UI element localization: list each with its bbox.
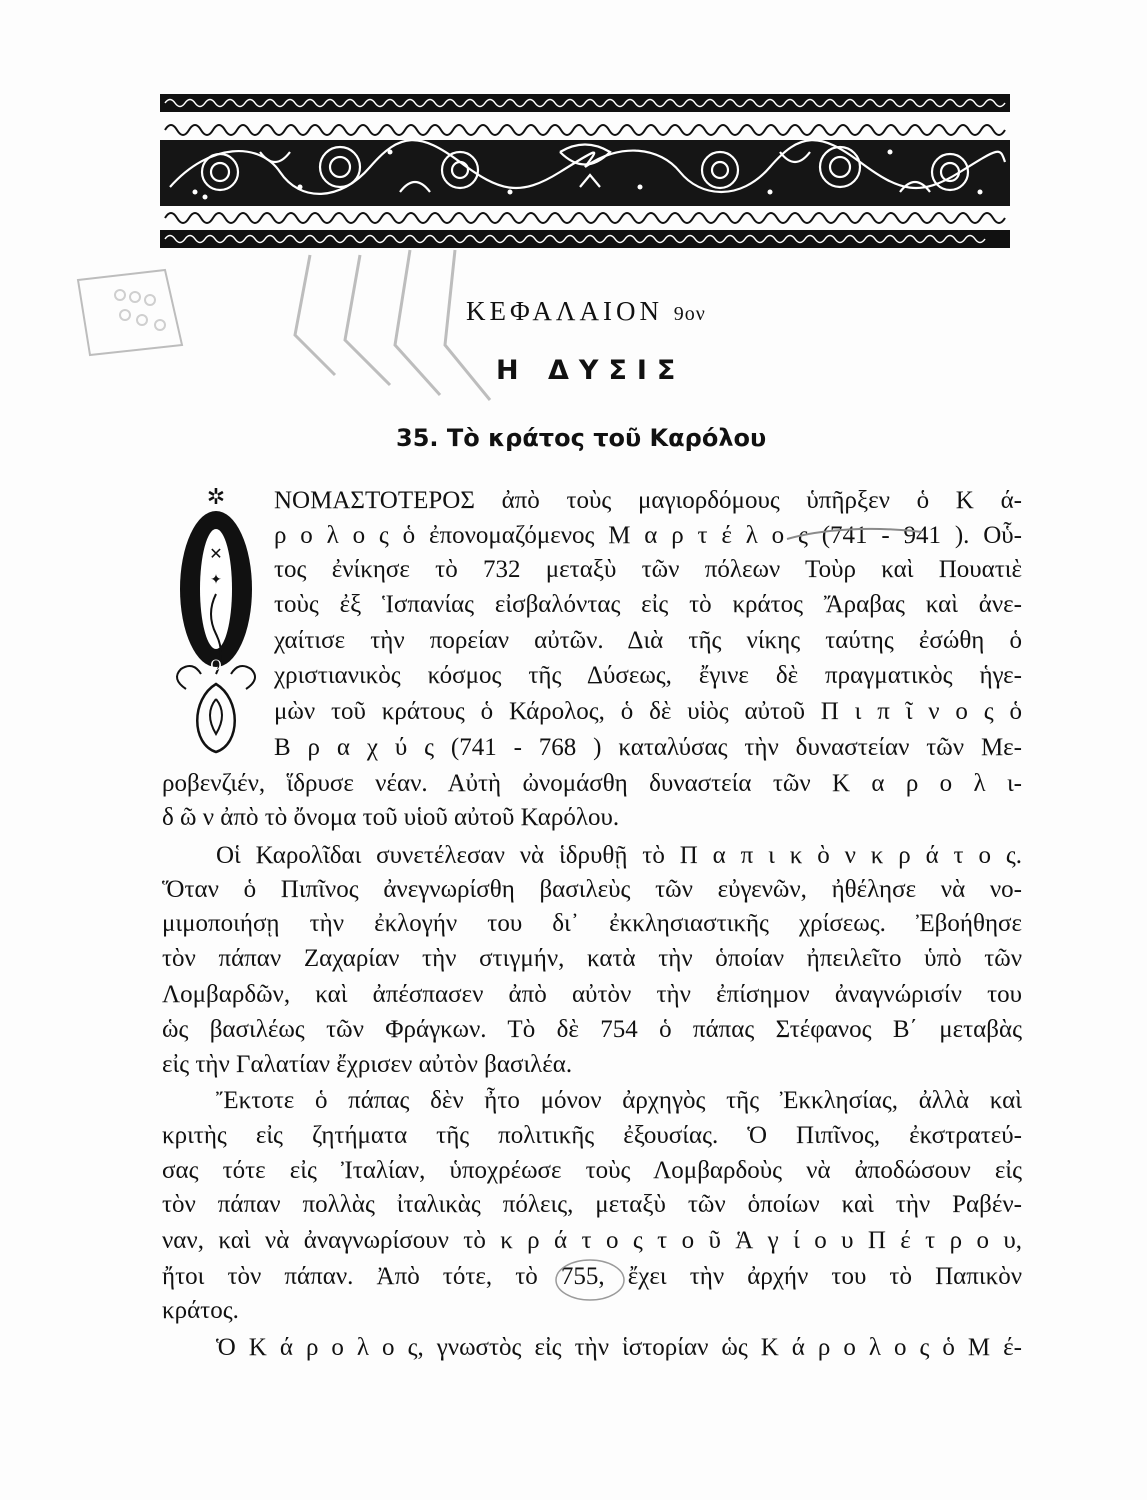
part-title: Η ΔΥΣΙΣ (496, 355, 686, 386)
pencil-sketch-marks (70, 245, 570, 435)
text-line-19: κριτὴς εἰς ζητήματα τῆς πολιτικῆς ἐξουσίας. Ὁ Πιπῖνος, ἐκστρατεύ- (162, 1122, 1022, 1149)
chapter-label: ΚΕΦΑΛΑΙΟΝ (466, 296, 663, 326)
text-line-18: Ἔκτοτε ὁ πάπας δὲν ἦτο μόνον ἀρχηγὸς τῆς Ἐκκλησίας, ἀλλὰ καὶ (216, 1087, 1022, 1114)
text-line-9: ροβενζιέν, ἵδρυσε νέαν. Αὐτὴ ὠνομάσθη δυναστεία τῶν Κ α ρ ο λ ι- (162, 770, 1022, 797)
text-line-1: ΝΟΜΑΣΤΟΤΕΡΟΣ ἀπὸ τοὺς μαγιορδόμους ὑπῆρξεν ὁ Κ ά- (274, 487, 1022, 514)
text-line-7: μὼν τοῦ κράτους ὁ Κάρολος, ὁ δὲ υἱὸς αὐτοῦ Π ι π ῖ ν ο ς ὁ (274, 698, 1022, 725)
text-line-13: μιμοποιήσῃ τὴν ἐκλογήν του δι᾿ ἐκκλησιαστικῆς χρίσεως. Ἐβοήθησε (162, 910, 1022, 937)
text-line-16: ὡς βασιλέως τῶν Φράγκων. Τὸ δὲ 754 ὁ πάπας Στέφανος Β΄ μεταβὰς (162, 1016, 1022, 1043)
text-line-6: χριστιανικὸς κόσμος τῆς Δύσεως, ἔγινε δὲ πραγματικὸς ἡγε- (274, 662, 1022, 689)
text-line-10: δ ῶ ν ἀπὸ τὸ ὄνομα τοῦ υἱοῦ αὐτοῦ Καρόλου. (162, 804, 620, 831)
text-line-11: Οἱ Καρολῖδαι συνετέλεσαν νὰ ἱδρυθῇ τὸ Π α π ι κ ὸ ν κ ρ ά τ ο ς. (216, 842, 1022, 869)
ornamental-drop-cap (166, 484, 266, 764)
svg-text:✲: ✲ (206, 485, 226, 510)
text-line-12: Ὅταν ὁ Πιπῖνος ἀνεγνωρίσθη βασιλεὺς τῶν εὐγενῶν, ἠθέλησε νὰ νο- (162, 876, 1022, 903)
svg-text:✦: ✦ (210, 572, 222, 588)
svg-text:✕: ✕ (209, 544, 223, 563)
text-line-14: τὸν πάπαν Ζαχαρίαν τὴν στιγμήν, κατὰ τὴν ὁποίαν ἠπειλεῖτο ὑπὸ τῶν (162, 945, 1022, 972)
text-line-24: κράτος. (162, 1297, 239, 1324)
text-line-4: τοὺς ἐξ Ἱσπανίας εἰσβαλόντας εἰς τὸ κράτος Ἄραβας καὶ ἀνε- (274, 591, 1022, 618)
text-line-20: σας τότε εἰς Ἰταλίαν, ὑποχρέωσε τοὺς Λομβαρδοὺς νὰ ἀποδώσουν εἰς (162, 1157, 1022, 1184)
text-line-15: Λομβαρδῶν, καὶ ἀπέσπασεν ἀπὸ αὐτὸν τὴν ἐπίσημον ἀναγνώρισίν του (162, 981, 1022, 1008)
chapter-ordinal: 9ον (673, 303, 706, 325)
drop-cap-letter: Ο (210, 658, 222, 674)
text-line-3: τος ἐνίκησε τὸ 732 μεταξὺ τῶν πόλεων Τοὺρ καὶ Πουατιὲ (274, 556, 1022, 583)
text-line-21: τὸν πάπαν πολλὰς ἰταλικὰς πόλεις, μεταξὺ τῶν ὁποίων καὶ τὴν Ραβέν- (162, 1191, 1022, 1218)
text-line-23: ἤτοι τὸν πάπαν. Ἀπὸ τότε, τὸ 755, ἔχει τὴν ἀρχήν του τὸ Παπικὸν (162, 1263, 1022, 1290)
text-line-8: Β ρ α χ ύ ς (741 - 768 ) καταλύσας τὴν δυναστείαν τῶν Με- (274, 734, 1022, 761)
text-line-22: ναν, καὶ νὰ ἀναγνωρίσουν τὸ κ ρ ά τ ο ς τ ο ῦ Ἁ γ ί ο υ Π έ τ ρ ο υ, (162, 1227, 1022, 1254)
header-ornament (160, 92, 1010, 252)
text-line-17: εἰς τὴν Γαλατίαν ἔχρισεν αὐτὸν βασιλέα. (162, 1051, 573, 1078)
pencil-strike-mark (782, 514, 932, 554)
chapter-heading (466, 296, 706, 327)
section-title: 35. Τὸ κράτος τοῦ Καρόλου (396, 424, 767, 452)
text-line-2: ρ ο λ ο ς ὁ ἐπονομαζόμενος Μ α ρ τ έ λ ο ς (741 - 941 ). Οὗ- (274, 522, 1022, 549)
text-line-5: χαίτισε τὴν πορείαν αὐτῶν. Διὰ τῆς νίκης ταύτης ἐσώθη ὁ (274, 627, 1022, 654)
pencil-circle-mark (550, 1255, 630, 1305)
text-line-25: Ὁ Κ ά ρ ο λ ο ς, γνωστὸς εἰς τὴν ἱστορίαν ὡς Κ ά ρ ο λ ο ς ὁ Μ έ- (216, 1334, 1022, 1361)
